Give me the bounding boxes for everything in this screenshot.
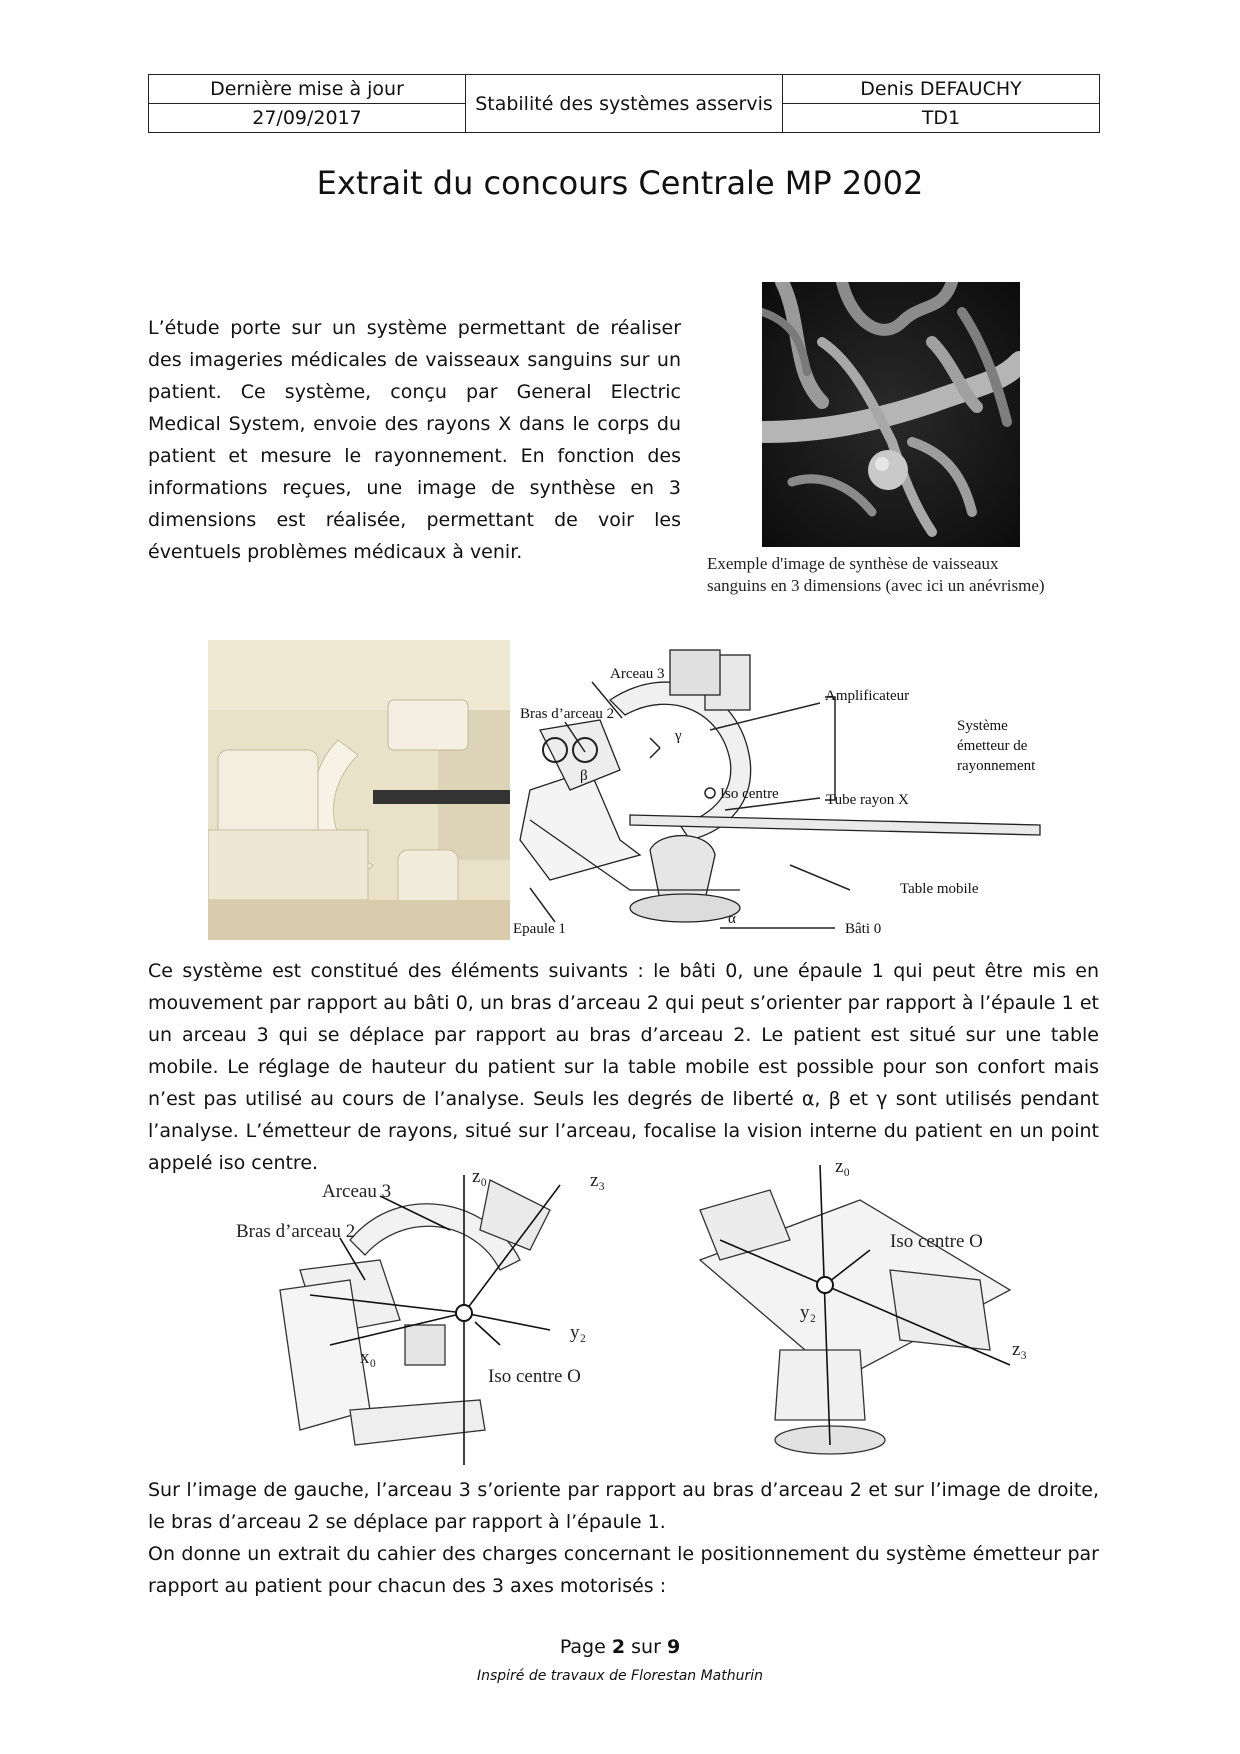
label-amplificateur: Amplificateur — [825, 688, 910, 704]
label-epaule: Epaule 1 — [513, 921, 566, 937]
label-bati: Bâti 0 — [845, 921, 882, 937]
footer-credit: Inspiré de travaux de Florestan Mathurin — [476, 1668, 764, 1684]
label-table-mobile: Table mobile — [900, 881, 979, 897]
update-label: Dernière mise à jour — [149, 75, 466, 104]
page-title: Extrait du concours Centrale MP 2002 — [316, 164, 924, 202]
label-tube: Tube rayon X — [826, 792, 909, 808]
label-systeme-3: rayonnement — [957, 758, 1036, 774]
left-label-y2: y₂ — [570, 1322, 587, 1343]
left-label-z3: z₃ — [590, 1170, 606, 1191]
page-word: Page — [559, 1636, 606, 1658]
update-date: 27/09/2017 — [149, 104, 466, 133]
label-gamma: γ — [675, 728, 682, 744]
vessel-caption-line2: sanguins en 3 dimensions (avec ici un anévrisme) — [707, 576, 1045, 595]
left-label-iso: Iso centre O — [488, 1366, 581, 1387]
intro-paragraph: L’étude porte sur un système permettant de réaliser des imageries médicales de vaisseaux sanguins sur un patient. Ce système, conçu par General Electric Medical System, envoie des rayons X dans le corps du patient et mesure le rayonnement. En fonction des informations reçues, une image de synthèse en 3 dimensions est réalisée, permettant de voir les éventuels problèmes médicaux à venir. — [148, 317, 681, 563]
page-current: 2 — [611, 1636, 626, 1658]
axes-diagram-right — [680, 1150, 1030, 1460]
label-systeme-1: Système — [957, 718, 1008, 734]
vessel-synthesis-image — [762, 282, 1020, 547]
label-iso-centre: Iso centre — [720, 786, 779, 802]
doc-id: TD1 — [783, 104, 1100, 133]
page-total: 9 — [666, 1636, 681, 1658]
system-diagram — [510, 640, 1050, 940]
paragraph-orientation: Sur l’image de gauche, l’arceau 3 s’oriente par rapport au bras d’arceau 2 et sur l’image de droite, le bras d’arceau 2 se déplace par rapport à l’épaule 1. — [148, 1479, 1099, 1533]
label-alpha: α — [728, 911, 736, 927]
label-bras2: Bras d’arceau 2 — [520, 706, 615, 722]
sur-word: sur — [631, 1636, 661, 1658]
right-label-y2: y₂ — [800, 1302, 817, 1323]
course-title: Stabilité des systèmes asservis — [466, 75, 783, 133]
vessel-caption-line1: Exemple d'image de synthèse de vaisseaux — [707, 554, 999, 573]
right-label-z3: z₃ — [1012, 1339, 1028, 1360]
axes-diagram-left — [230, 1160, 610, 1465]
left-label-x0: x₀ — [360, 1347, 377, 1368]
label-arceau3: Arceau 3 — [610, 666, 665, 682]
paragraph-specs: On donne un extrait du cahier des charges concernant le positionnement du système émetteur par rapport au patient pour chacun des 3 axes motorisés : — [148, 1543, 1099, 1597]
author: Denis DEFAUCHY — [783, 75, 1100, 104]
right-label-iso: Iso centre O — [890, 1231, 983, 1252]
left-label-arceau3: Arceau 3 — [322, 1181, 392, 1202]
label-systeme-2: émetteur de — [957, 738, 1028, 754]
system-photo — [208, 640, 510, 940]
vessel-caption — [707, 553, 1107, 597]
left-label-z0: z₀ — [472, 1166, 488, 1187]
left-label-bras2: Bras d’arceau 2 — [236, 1221, 356, 1242]
right-label-z0: z₀ — [835, 1156, 851, 1177]
header-table — [148, 74, 1100, 133]
page-number — [0, 1636, 1240, 1658]
label-beta: β — [580, 768, 588, 784]
paragraph-components: Ce système est constitué des éléments suivants : le bâti 0, une épaule 1 qui peut être mis en mouvement par rapport au bâti 0, un bras d’arceau 2 qui peut s’orienter par rapport à l’épaule 1 et un arceau 3 qui se déplace par rapport au bras d’arceau 2. Le patient est situé sur une table mobile. Le réglage de hauteur du patient sur la table mobile est possible pour son confort mais n’est pas utilisé au cours de l’analyse. Seuls les degrés de liberté α, β et γ sont utilisés pendant l’analyse. L’émetteur de rayons, situé sur l’arceau, focalise la vision interne du patient en un point appelé iso centre. — [148, 960, 1099, 1174]
